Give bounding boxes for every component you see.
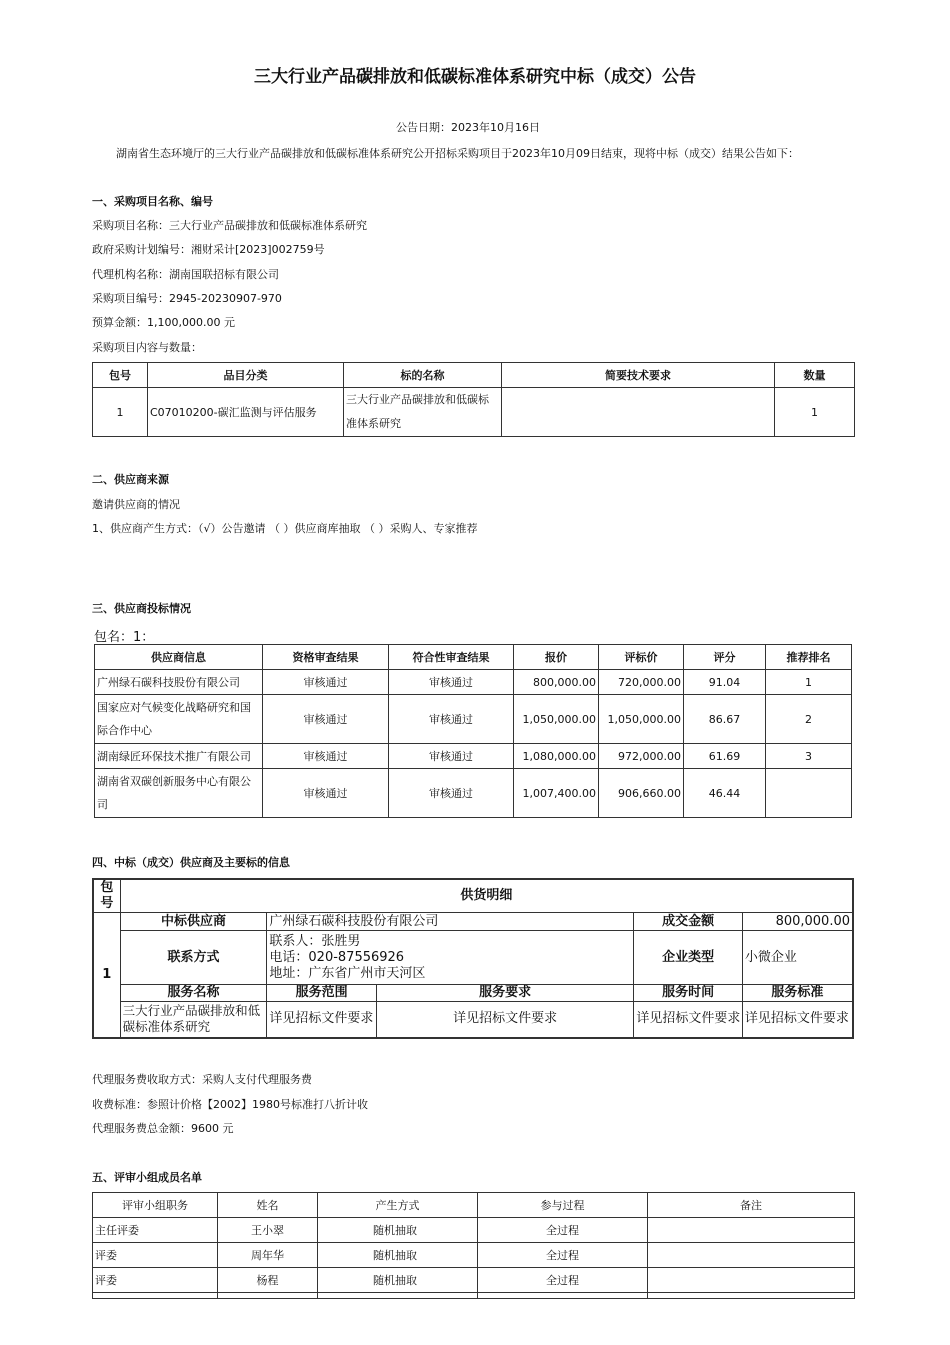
table-cell: 1 (93, 388, 148, 437)
table-row (93, 1218, 855, 1243)
table-cell: 湖南绿匠环保技术推广有限公司 (95, 744, 263, 769)
table-header: 供应商信息 (95, 645, 263, 670)
agency-line: 代理机构名称：湖南国联招标有限公司 (92, 268, 279, 281)
table-cell: 1,050,000.00 (599, 695, 684, 744)
table-cell: 46.44 (684, 769, 766, 818)
project-name-line: 采购项目名称：三大行业产品碳排放和低碳标准体系研究 (92, 219, 367, 232)
table-cell: 审核通过 (263, 670, 389, 695)
table-header: 服务标准 (742, 985, 853, 1002)
table-cell: 1,007,400.00 (514, 769, 599, 818)
table-cell: 2 (766, 695, 852, 744)
budget-line: 预算金额：1,100,000.00 元 (92, 316, 235, 329)
table-cell (766, 769, 852, 818)
table-row (93, 1243, 855, 1268)
announce-date: 公告日期：2023年10月16日 (396, 121, 540, 134)
table-cell: 800,000.00 (514, 670, 599, 695)
table-cell: 评委 (93, 1268, 218, 1293)
table-cell: 审核通过 (389, 744, 514, 769)
bid-table (94, 644, 852, 818)
table-row (95, 769, 852, 818)
amount-value: 800,000.00 (742, 913, 853, 931)
table-cell: 国家应对气候变化战略研究和国际合作中心 (95, 695, 263, 744)
table-header: 服务要求 (376, 985, 633, 1002)
table-cell: 详见招标文件要求 (267, 1002, 377, 1038)
table-header: 参与过程 (478, 1193, 648, 1218)
table-cell (648, 1218, 855, 1243)
table-cell: 91.04 (684, 670, 766, 695)
fee-standard-line: 收费标准：参照计价格【2002】1980号标准打八折计收 (92, 1098, 368, 1111)
table-cell: 详见招标文件要求 (376, 1002, 633, 1038)
table-cell: 全过程 (478, 1268, 648, 1293)
contact-address: 地址：广东省广州市天河区 (269, 965, 426, 981)
winner-name: 广州绿石碳科技股份有限公司 (267, 913, 634, 931)
table-header: 包号 (93, 363, 148, 388)
package-label: 包名：1： (94, 630, 155, 645)
table-cell: 1 (775, 388, 855, 437)
table-cell: 审核通过 (263, 769, 389, 818)
table-cell: 720,000.00 (599, 670, 684, 695)
table-cell: 随机抽取 (318, 1218, 478, 1243)
table-header: 姓名 (218, 1193, 318, 1218)
table-header: 评审小组职务 (93, 1193, 218, 1218)
table-cell: 全过程 (478, 1218, 648, 1243)
table-header: 品目分类 (148, 363, 344, 388)
table-header-row (95, 645, 852, 670)
table-header: 标的名称 (344, 363, 502, 388)
table-cell: 1,050,000.00 (514, 695, 599, 744)
contact-phone: 电话：020-87556926 (269, 949, 405, 965)
table-header: 简要技术要求 (502, 363, 775, 388)
table-header: 服务时间 (634, 985, 743, 1002)
section-1-heading: 一、采购项目名称、编号 (92, 195, 213, 208)
table-cell: 审核通过 (389, 769, 514, 818)
table-cell: 全过程 (478, 1243, 648, 1268)
type-label: 企业类型 (634, 931, 743, 985)
package-number: 1 (93, 913, 120, 1038)
table-cell (648, 1268, 855, 1293)
table-header: 资格审查结果 (263, 645, 389, 670)
table-row (93, 1268, 855, 1293)
table-cell: 1 (766, 670, 852, 695)
table-cell: 1,080,000.00 (514, 744, 599, 769)
table-cell: 审核通过 (263, 695, 389, 744)
table-cell: 三大行业产品碳排放和低碳标准体系研究 (120, 1002, 267, 1038)
table-cell: 详见招标文件要求 (742, 1002, 853, 1038)
table-cell: 随机抽取 (318, 1268, 478, 1293)
table-row (93, 388, 855, 437)
table-header: 服务范围 (267, 985, 377, 1002)
table-row (93, 913, 853, 931)
table-cell: 86.67 (684, 695, 766, 744)
table-header: 符合性审查结果 (389, 645, 514, 670)
intro-text: 湖南省生态环境厅的三大行业产品碳排放和低碳标准体系研究公开招标采购项目于2023年10月09日结束，现将中标（成交）结果公告如下： (116, 147, 799, 160)
table-row-partial (93, 1293, 855, 1299)
invite-line: 邀请供应商的情况 (92, 498, 180, 511)
review-panel-table (92, 1192, 855, 1299)
table-cell: 王小翠 (218, 1218, 318, 1243)
contact-person: 联系人：张胜男 (269, 933, 361, 949)
winner-label: 中标供应商 (120, 913, 267, 931)
table-cell (648, 1243, 855, 1268)
table-cell: 评委 (93, 1243, 218, 1268)
table-header: 服务名称 (120, 985, 267, 1002)
table-header: 数量 (775, 363, 855, 388)
contact-label: 联系方式 (120, 931, 267, 985)
table-cell: 湖南省双碳创新服务中心有限公司 (95, 769, 263, 818)
table-cell (502, 388, 775, 437)
section-3-heading: 三、供应商投标情况 (92, 602, 191, 615)
fee-total-line: 代理服务费总金额：9600 元 (92, 1122, 234, 1135)
fee-method-line: 代理服务费收取方式：采购人支付代理服务费 (92, 1073, 312, 1086)
project-number-line: 采购项目编号：2945-20230907-970 (92, 292, 282, 305)
table-cell: 3 (766, 744, 852, 769)
contact-cell (267, 931, 634, 985)
supplier-source-line: 1、供应商产生方式：（√）公告邀请 （ ）供应商库抽取 （ ）采购人、专家推荐 (92, 522, 478, 535)
table-cell: 61.69 (684, 744, 766, 769)
table-cell: 周年华 (218, 1243, 318, 1268)
table-header: 备注 (648, 1193, 855, 1218)
table-cell: 广州绿石碳科技股份有限公司 (95, 670, 263, 695)
table-header: 评标价 (599, 645, 684, 670)
table-row (95, 695, 852, 744)
table-header-row (93, 985, 853, 1002)
section-4-heading: 四、中标（成交）供应商及主要标的信息 (92, 856, 290, 869)
table-cell: 审核通过 (263, 744, 389, 769)
table-row (93, 931, 853, 985)
table-header-row (93, 879, 853, 913)
table-cell: 审核通过 (389, 695, 514, 744)
table-header: 供货明细 (120, 879, 853, 913)
table-row (95, 670, 852, 695)
table-header-row (93, 363, 855, 388)
table-header: 产生方式 (318, 1193, 478, 1218)
table-header: 包号 (93, 879, 120, 913)
amount-label: 成交金额 (634, 913, 743, 931)
table-row (95, 744, 852, 769)
table-cell: 详见招标文件要求 (634, 1002, 743, 1038)
table-header: 评分 (684, 645, 766, 670)
table-cell: 主任评委 (93, 1218, 218, 1243)
table-cell: C07010200-碳汇监测与评估服务 (148, 388, 344, 437)
project-content-table (92, 362, 855, 437)
section-5-heading: 五、评审小组成员名单 (92, 1171, 202, 1184)
table-cell: 906,660.00 (599, 769, 684, 818)
plan-number-line: 政府采购计划编号：湘财采计[2023]002759号 (92, 243, 325, 256)
section-2-heading: 二、供应商来源 (92, 473, 169, 486)
table-cell: 杨程 (218, 1268, 318, 1293)
table-cell: 随机抽取 (318, 1243, 478, 1268)
page-title: 三大行业产品碳排放和低碳标准体系研究中标（成交）公告 (254, 67, 696, 87)
table-header: 推荐排名 (766, 645, 852, 670)
content-quantity-line: 采购项目内容与数量： (92, 341, 202, 354)
table-row (93, 1002, 853, 1038)
winner-table (92, 878, 854, 1039)
table-cell: 三大行业产品碳排放和低碳标准体系研究 (344, 388, 502, 437)
table-header: 报价 (514, 645, 599, 670)
table-header-row (93, 1193, 855, 1218)
table-cell: 972,000.00 (599, 744, 684, 769)
table-cell: 审核通过 (389, 670, 514, 695)
type-value: 小微企业 (742, 931, 853, 985)
